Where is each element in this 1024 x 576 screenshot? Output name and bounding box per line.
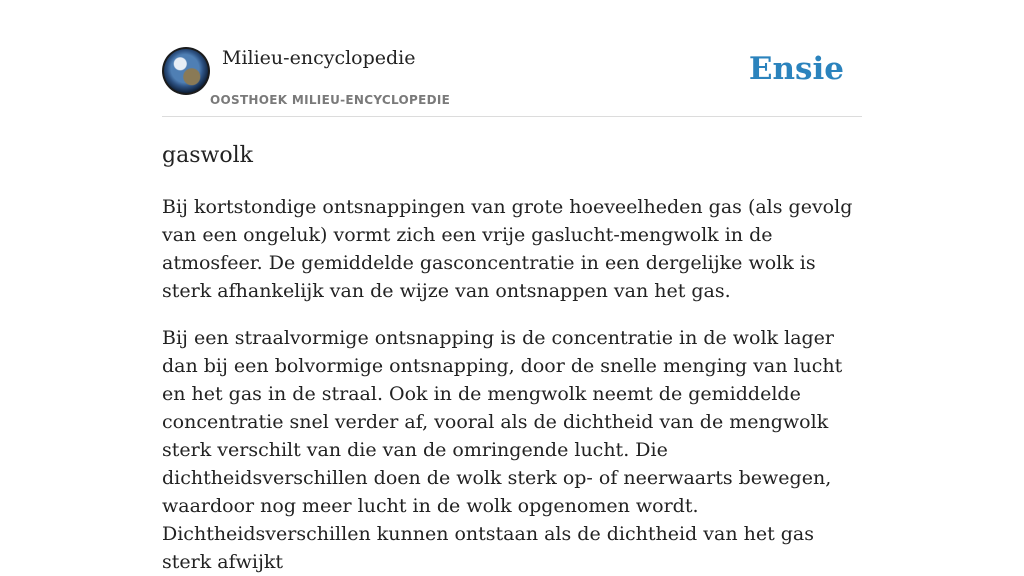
page bbox=[162, 0, 862, 576]
site-name[interactable]: Milieu-encyclopedie bbox=[222, 47, 416, 69]
ensie-logo-link[interactable]: Ensie bbox=[748, 51, 844, 87]
article-title: gaswolk bbox=[162, 143, 253, 168]
article-paragraph: Bij kortstondige ontsnappingen van grote hoeveelheden gas (als gevolg van een ongeluk) vormt zich een vrije gaslucht-mengwolk in de atmosfeer. De gemiddelde gasconcentratie in een dergelijke wolk is sterk afhankelijk van de wijze van ontsnappen van het gas. bbox=[162, 196, 853, 302]
article-paragraph: Bij een straalvormige ontsnapping is de concentratie in de wolk lager dan bij een bolvormige ontsnapping, door de snelle menging van lucht en het gas in de straal. Ook in de mengwolk neemt de gemiddelde concentratie snel verder af, vooral als de dichtheid van de mengwolk sterk verschilt van die van de omringende lucht. Die dichtheidsverschillen doen de wolk sterk op- of neerwaarts bewegen, waardoor nog meer lucht in de wolk opgenomen wordt. Dichtheidsverschillen kunnen ontstaan als de dichtheid van het gas sterk afwijkt bbox=[162, 327, 843, 573]
site-subtitle: OOSTHOEK MILIEU-ENCYCLOPEDIE bbox=[210, 93, 451, 107]
earth-globe-logo[interactable] bbox=[162, 47, 210, 95]
site-header bbox=[162, 0, 862, 117]
